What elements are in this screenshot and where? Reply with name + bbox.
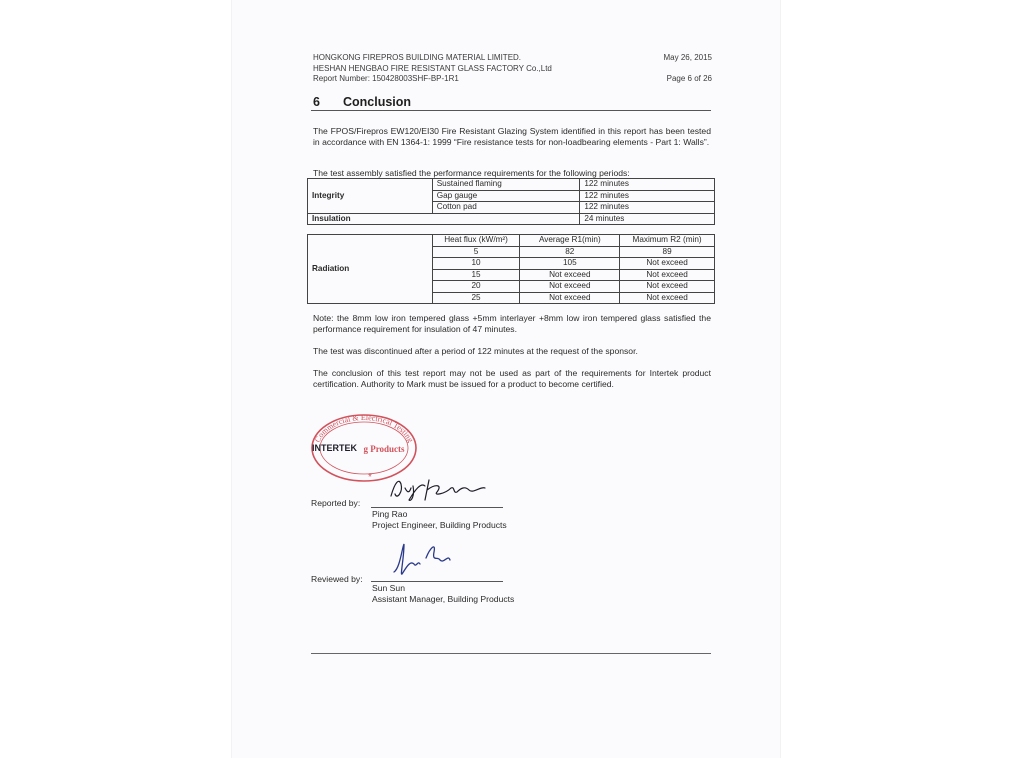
reviewed-title: Assistant Manager, Building Products [372,594,515,604]
report-header-left [313,53,552,85]
criterion-cell: Cotton pad [432,202,580,214]
report-header-right [560,53,712,84]
reviewed-by-label: Reviewed by: [311,574,363,584]
certification-paragraph: The conclusion of this test report may not be used as part of the requirements for Intertek product certification. Authority to Mark must be issued for a product to become certified. [313,368,711,389]
column-header: Maximum R2 (min) [620,235,715,247]
table-cell: 5 [432,246,520,258]
section-heading [313,95,411,109]
section-title: Conclusion [343,95,412,109]
insulation-label: Insulation [308,213,580,225]
criterion-cell: Sustained flaming [432,179,580,191]
reviewed-signature-line [371,581,503,582]
footer-rule [311,653,711,654]
table-cell: 15 [432,269,520,281]
value-cell: 122 minutes [580,179,715,191]
radiation-label: Radiation [308,235,433,304]
note-paragraph: Note: the 8mm low iron tempered glass +5mm interlayer +8mm low iron tempered glass satisfied the performance requirement for insulation of 47 minutes. [313,313,711,334]
company-line-2: HESHAN HENGBAO FIRE RESISTANT GLASS FACTORY Co.,Ltd [313,63,552,73]
table-header-row [308,235,715,247]
table-cell: Not exceed [620,281,715,293]
reported-by-block [372,509,507,531]
reported-by-label: Reported by: [311,498,361,508]
report-number: Report Number: 150428003SHF-BP-1R1 [313,74,459,83]
reviewed-by-block [372,583,514,605]
reviewed-signature-icon [390,538,465,580]
integrity-label: Integrity [308,179,433,214]
svg-text:Commercial & Electrical Testin: Commercial & Electrical Testing [312,412,416,444]
reviewed-name: Sun Sun [372,583,405,593]
table-cell: Not exceed [520,281,620,293]
table-cell: 82 [520,246,620,258]
table-cell: Not exceed [520,269,620,281]
svg-text:*: * [368,472,372,482]
criterion-cell: Gap gauge [432,190,580,202]
heading-underline [311,110,711,111]
page-number: Page 6 of 26 [666,73,712,83]
periods-lead-paragraph: The test assembly satisfied the performance requirements for the following periods: [313,168,630,178]
table-cell: 105 [520,258,620,270]
column-header: Heat flux (kW/m²) [432,235,520,247]
table-cell: 89 [620,246,715,258]
value-cell: 122 minutes [580,190,715,202]
svg-text:g Products: g Products [363,444,405,454]
table-cell: Not exceed [620,292,715,304]
table-cell: Not exceed [520,292,620,304]
radiation-table [307,234,715,304]
table-cell: Not exceed [620,269,715,281]
value-cell: 122 minutes [580,202,715,214]
reported-signature-line [371,507,503,508]
reported-name: Ping Rao [372,509,408,519]
performance-table [307,178,715,225]
table-cell: Not exceed [620,258,715,270]
value-cell: 24 minutes [580,213,715,225]
section-number: 6 [313,95,320,109]
table-row [308,179,715,191]
table-cell: 10 [432,258,520,270]
stamp-company: INTERTEK [312,443,357,453]
table-row [308,213,715,225]
reported-signature-icon [385,474,495,504]
table-cell: 20 [432,281,520,293]
company-line-1: HONGKONG FIREPROS BUILDING MATERIAL LIMITED. [313,53,522,62]
table-cell: 25 [432,292,520,304]
report-date: May 26, 2015 [663,53,712,62]
discontinued-paragraph: The test was discontinued after a period of 122 minutes at the request of the sponsor. [313,346,638,356]
intro-paragraph: The FPOS/Firepros EW120/EI30 Fire Resistant Glazing System identified in this report has been tested in accordance with EN 1364-1: 1999 “Fire resistance tests for non-loadbearing elements - Part 1: Walls”. [313,126,711,147]
reported-title: Project Engineer, Building Products [372,520,507,530]
column-header: Average R1(min) [520,235,620,247]
